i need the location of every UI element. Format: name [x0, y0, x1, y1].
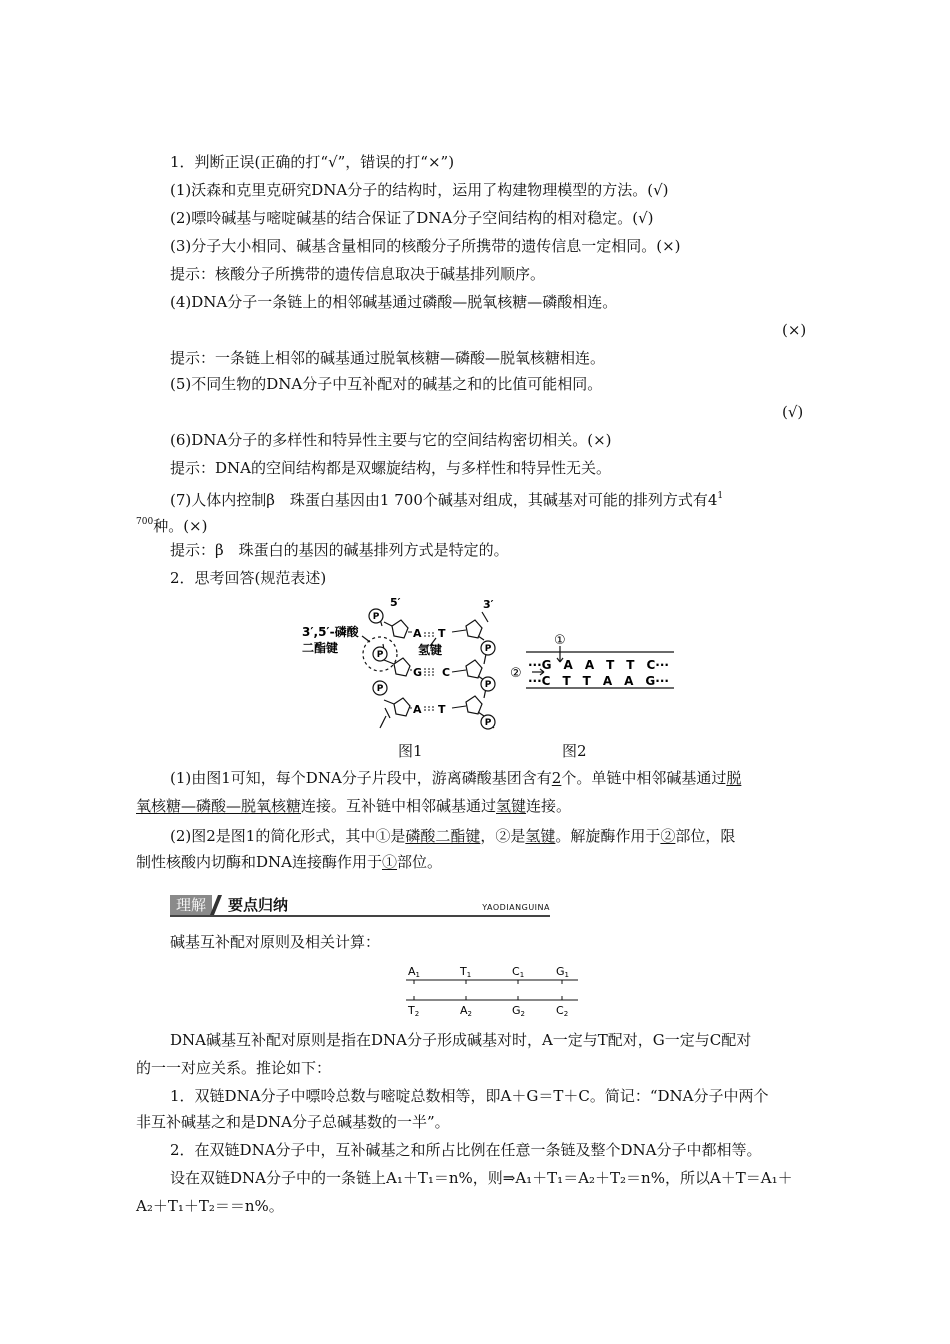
- strand2-base-G: G: [512, 1004, 521, 1017]
- strand1-subscript: 1: [519, 971, 525, 979]
- answer-2-text: ，②是: [480, 827, 526, 845]
- bond-label: 3′,5′-磷酸: [302, 625, 359, 639]
- answer-1-blank-hbond: 氢键: [496, 797, 527, 815]
- strand1-subscript: 1: [415, 971, 420, 979]
- svg-text:A2: [460, 1004, 472, 1018]
- base-left-2: G: [413, 666, 423, 679]
- answer-1-blank-link: 氧核糖—磷酸—脱氧核糖: [136, 797, 302, 815]
- marker-2: ②: [510, 666, 522, 681]
- slash-icon: [210, 895, 222, 915]
- strand2-base-C: C: [556, 1004, 564, 1017]
- answer-1-blank-link: 脱: [726, 769, 742, 787]
- svg-text:T2: [407, 1004, 419, 1018]
- hint-7: 提示：β 珠蛋白的基因的碱基排列方式是特定的。: [170, 541, 509, 559]
- summary-title-bar: [170, 895, 550, 917]
- answer-1-text: 连接。: [526, 797, 572, 815]
- strand2-base-A: A: [460, 1004, 468, 1017]
- answer-2-line2: [136, 852, 442, 872]
- fig2-top-strand: ···G A A T T C···: [528, 658, 669, 672]
- summary-tag: 理解: [170, 895, 212, 915]
- figure-2-caption: 图2: [562, 742, 587, 760]
- svg-text:C2: [556, 1004, 568, 1018]
- answer-2-text: 部位。: [397, 853, 443, 871]
- summary-line-4: 非互补碱基之和是DNA分子总碱基数的一半”。: [136, 1113, 450, 1131]
- judgment-item-5: (5)不同生物的DNA分子中互补配对的碱基之和的比值可能相同。: [170, 375, 603, 393]
- judgment-answer-5: (√): [782, 403, 804, 421]
- strand1-base-C: C: [512, 965, 520, 978]
- answer-2-line1: [170, 826, 735, 846]
- answer-1-text: (1)由图1可知，每个DNA分子片段中，游离磷酸基团含有: [170, 769, 552, 787]
- strand1-base-A: A: [408, 965, 416, 978]
- hydrogen-bond-label: 氢键: [418, 643, 443, 657]
- strand2-base-T: T: [408, 1004, 415, 1017]
- summary-line-5: 2．在双链DNA分子中，互补碱基之和所占比例在任意一条链及整个DNA分子中都相等。: [170, 1141, 762, 1159]
- answer-1-text: 个。单链中相邻碱基通过: [561, 769, 727, 787]
- answer-1-text: 连接。互补链中相邻碱基通过: [301, 797, 497, 815]
- hint-4: 提示：一条链上相邻的碱基通过脱氧核糖—磷酸—脱氧核糖相连。: [170, 349, 606, 367]
- hint-3: 提示：核酸分子所携带的遗传信息取决于碱基排列顺序。: [170, 265, 546, 283]
- judgment-answer-4: (×): [782, 321, 807, 339]
- strand1-subscript: 1: [466, 971, 472, 979]
- end-3-prime: 3′: [483, 598, 494, 611]
- strand1-base-G: G: [556, 965, 565, 978]
- summary-line-6: 设在双链DNA分子中的一条链上A₁＋T₁＝n%，则⇒A₁＋T₁＝A₂＋T₂＝n%，所以A＋T＝A₁＋: [170, 1169, 793, 1187]
- fig2-bottom-strand: ···C T T A A G···: [528, 674, 669, 688]
- svg-text:G1: [556, 965, 569, 979]
- answer-2-text: 部位，限: [675, 827, 736, 845]
- marker-1: ①: [554, 633, 566, 648]
- strand2-subscript: 2: [467, 1010, 472, 1018]
- answer-2-text: 制性核酸内切酶和DNA连接酶作用于: [136, 853, 382, 871]
- svg-text:T1: [459, 965, 471, 979]
- answer-1-line1: [170, 768, 741, 788]
- strand1-subscript: 1: [564, 971, 569, 979]
- base-left-1: A: [413, 627, 422, 640]
- summary-line-3: 1．双链DNA分子中嘌呤总数与嘧啶总数相等，即A＋G＝T＋C。简记：“DNA分子中两个: [170, 1087, 769, 1105]
- strand2-subscript: 2: [520, 1010, 525, 1018]
- section1-heading: 1．判断正误(正确的打“√”，错误的打“×”): [170, 153, 455, 171]
- answer-1-blank-count: 2: [551, 769, 562, 787]
- judgment-item-7-text: (7)人体内控制β 珠蛋白基因由1 700个碱基对组成，其碱基对可能的排列方式有4: [170, 491, 718, 509]
- base-right-2: C: [442, 666, 451, 679]
- answer-2-blank-2: 氢键: [525, 827, 556, 845]
- answer-2-text: 。解旋酶作用于: [555, 827, 661, 845]
- judgment-item-2: (2)嘌呤碱基与嘧啶碱基的结合保证了DNA分子空间结构的相对稳定。(√): [170, 209, 654, 227]
- base-right-1: T: [438, 627, 446, 640]
- svg-text:G2: [512, 1004, 525, 1018]
- section2-heading: 2．思考回答(规范表述): [170, 569, 327, 587]
- judgment-item-7-cont: [136, 512, 207, 536]
- summary-line-1: DNA碱基互补配对原则是指在DNA分子形成碱基对时，A一定与T配对，G一定与C配对: [170, 1031, 752, 1049]
- phosphate-label: P: [376, 650, 384, 660]
- summary-intro: 碱基互补配对原则及相关计算：: [170, 933, 381, 951]
- summary-subtitle: YAODIANGUINA: [482, 903, 550, 912]
- base-left-3: A: [413, 703, 422, 716]
- svg-text:A1: [408, 965, 420, 979]
- end-5-prime: 5′: [390, 596, 401, 609]
- answer-2-text: (2)图2是图1的简化形式，其中①是: [170, 827, 406, 845]
- bond-label-2: 二酯键: [302, 641, 339, 655]
- judgment-item-7: [170, 486, 723, 510]
- judgment-item-1: (1)沃森和克里克研究DNA分子的结构时，运用了构建物理模型的方法。(√): [170, 181, 669, 199]
- phosphate-label: P: [484, 644, 492, 654]
- summary-line-2: 的一一对应关系。推论如下：: [136, 1059, 332, 1077]
- answer-2-blank-4: ①: [382, 853, 398, 871]
- figure-2-dna-simplified: [508, 628, 678, 698]
- phosphate-label: P: [484, 718, 492, 728]
- strand2-subscript: 2: [414, 1010, 420, 1018]
- figure-1-dna-structure: [300, 596, 505, 731]
- base-right-3: T: [438, 703, 446, 716]
- figure-1-caption: 图1: [398, 742, 423, 760]
- exponent-part2: 700: [136, 517, 154, 527]
- judgment-item-6: (6)DNA分子的多样性和特异性主要与它的空间结构密切相关。(×): [170, 431, 612, 449]
- answer-1-line2: [136, 796, 571, 816]
- svg-text:C1: [512, 965, 524, 979]
- phosphate-label: P: [484, 680, 492, 690]
- strand1-base-T: T: [460, 965, 467, 978]
- phosphate-label: P: [372, 612, 380, 622]
- hint-6: 提示：DNA的空间结构都是双螺旋结构，与多样性和特异性无关。: [170, 459, 611, 477]
- judgment-item-4: (4)DNA分子一条链上的相邻碱基通过磷酸—脱氧核糖—磷酸相连。: [170, 293, 618, 311]
- summary-line-7: A₂＋T₁＋T₂＝＝n%。: [136, 1197, 284, 1215]
- answer-2-blank-1: 磷酸二酯键: [405, 827, 481, 845]
- base-pairing-diagram: [402, 962, 582, 1018]
- summary-title: 要点归纳: [228, 896, 289, 914]
- exponent-part1: 1: [717, 491, 724, 501]
- judgment-item-3: (3)分子大小相同、碱基含量相同的核酸分子所携带的遗传信息一定相同。(×): [170, 237, 681, 255]
- answer-2-blank-3: ②: [660, 827, 676, 845]
- summary-rule: [170, 915, 550, 917]
- strand2-subscript: 2: [563, 1010, 569, 1018]
- judgment-item-7-end: 种。(×): [153, 517, 208, 535]
- phosphate-label: P: [376, 684, 384, 694]
